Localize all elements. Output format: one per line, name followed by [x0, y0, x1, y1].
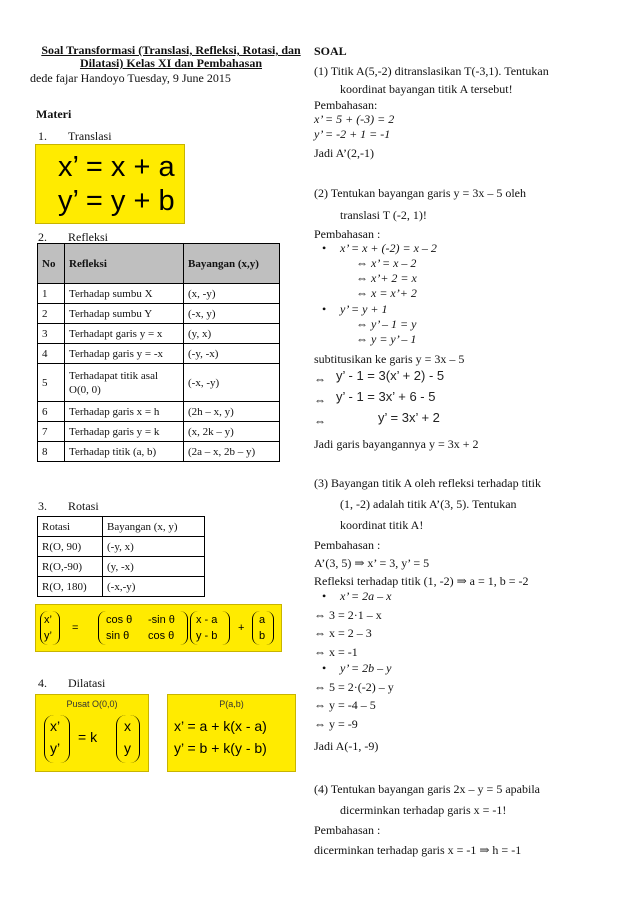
table-cell: Terhadap sumbu Y — [65, 304, 184, 324]
dilatasi-origin-title: Pusat O(0,0) — [66, 699, 118, 709]
q1-text: (1) Titik A(5,-2) ditranslasikan T(-3,1). Tentukan — [314, 64, 549, 78]
section-label: Dilatasi — [68, 676, 106, 690]
materi-heading: Materi — [36, 107, 72, 121]
q3-step: ⇔ y = -4 – 5 — [314, 698, 376, 712]
q2-equation: y’ - 1 = 3x’ + 6 - 5 — [336, 389, 436, 404]
table-row — [38, 304, 280, 324]
table-cell: 4 — [38, 344, 65, 364]
table-cell: (-x, y) — [184, 304, 280, 324]
bullet: • — [322, 589, 327, 603]
table-row — [38, 442, 280, 462]
translasi-formula-box — [35, 144, 185, 224]
matrix-cell: cos θ — [148, 630, 175, 642]
table-cell: (x, 2k – y) — [184, 422, 280, 442]
matrix-cell: x - a — [196, 614, 218, 626]
dilatasi-eq-x: x’ = a + k(x - a) — [174, 718, 267, 734]
q2-answer: Jadi garis bayangannya y = 3x + 2 — [314, 437, 479, 451]
rotasi-matrix-box — [35, 604, 282, 652]
equivalence-icon: ⇔ — [314, 393, 326, 407]
table-cell: 3 — [38, 324, 65, 344]
q3-step: y’ = 2b – y — [340, 661, 392, 675]
table-row — [38, 402, 280, 422]
dilatasi-lhs-x: x’ — [50, 718, 61, 734]
matrix-cell: -sin θ — [148, 614, 175, 626]
q3-step: ⇔ x = -1 — [314, 645, 358, 659]
q3-step: ⇔ y = -9 — [314, 717, 358, 731]
table-header: Rotasi — [38, 517, 103, 537]
table-cell: 7 — [38, 422, 65, 442]
soal-heading: SOAL — [314, 44, 347, 58]
matrix-cell: y - b — [196, 630, 218, 642]
table-cell: (-x,-y) — [103, 577, 205, 597]
table-cell: (-y, -x) — [184, 344, 280, 364]
table-header: No — [38, 244, 65, 284]
q3-text: (3) Bayangan titik A oleh refleksi terhadap titik — [314, 476, 541, 490]
q3-pembahasan: Pembahasan : — [314, 538, 381, 552]
table-row — [38, 577, 205, 597]
q2-pembahasan: Pembahasan : — [314, 227, 381, 241]
q3-step: ⇔ 3 = 2·1 – x — [314, 608, 382, 622]
rotasi-table — [37, 516, 205, 597]
table-row — [38, 422, 280, 442]
table-row — [38, 364, 280, 402]
q2-step: ⇔ y’ – 1 = y — [356, 317, 417, 331]
table-row — [38, 344, 280, 364]
table-cell: (2h – x, y) — [184, 402, 280, 422]
table-cell: Terhadapat titik asal O(0, 0) — [65, 364, 184, 402]
section-label: Rotasi — [68, 499, 99, 513]
section-number: 2. — [38, 230, 47, 244]
table-row — [38, 557, 205, 577]
q3-text: (1, -2) adalah titik A’(3, 5). Tentukan — [340, 497, 517, 511]
table-row — [38, 284, 280, 304]
translasi-eq-x: x’ = x + a — [58, 151, 175, 183]
q3-line: A’(3, 5) ⇒ x’ = 3, y’ = 5 — [314, 556, 430, 570]
dilatasi-origin-box — [35, 694, 149, 772]
table-header: Bayangan (x,y) — [184, 244, 280, 284]
dilatasi-rhs-y: y — [124, 740, 131, 756]
q3-step: x’ = 2a – x — [340, 589, 392, 603]
table-cell: 8 — [38, 442, 65, 462]
matrix-lhs-y: y’ — [44, 630, 52, 642]
section-dilatasi — [38, 676, 105, 690]
table-cell: Terhadap sumbu X — [65, 284, 184, 304]
section-label: Refleksi — [68, 230, 108, 244]
dilatasi-point-title: P(a,b) — [219, 699, 244, 709]
table-cell: (x, -y) — [184, 284, 280, 304]
q2-equation: y’ - 1 = 3(x’ + 2) - 5 — [336, 368, 445, 383]
section-number: 1. — [38, 129, 47, 143]
q2-step: ⇔ x’+ 2 = x — [356, 271, 417, 285]
dilatasi-lhs-y: y’ — [50, 740, 61, 756]
q3-answer: Jadi A(-1, -9) — [314, 739, 379, 753]
translasi-eq-y: y’ = y + b — [58, 185, 175, 217]
q2-equation: y’ = 3x’ + 2 — [378, 410, 440, 425]
dilatasi-eq-y: y’ = b + k(y - b) — [174, 740, 267, 756]
table-cell: (y, -x) — [103, 557, 205, 577]
matrix-eq: = — [72, 622, 79, 634]
table-header: Refleksi — [65, 244, 184, 284]
q2-substitute: subtitusikan ke garis y = 3x – 5 — [314, 352, 465, 366]
table-cell: 2 — [38, 304, 65, 324]
dilatasi-eq-k: = k — [78, 729, 98, 745]
bullet: • — [322, 241, 327, 255]
table-cell: (-x, -y) — [184, 364, 280, 402]
bullet: • — [322, 661, 327, 675]
q1-answer: Jadi A’(2,-1) — [314, 146, 374, 160]
q2-step: y’ = y + 1 — [340, 302, 388, 316]
table-cell: 5 — [38, 364, 65, 402]
q1-line: y’ = -2 + 1 = -1 — [314, 127, 391, 141]
dilatasi-point-box — [167, 694, 296, 772]
table-row — [38, 324, 280, 344]
q4-pembahasan: Pembahasan : — [314, 823, 381, 837]
q1-pembahasan: Pembahasan: — [314, 98, 378, 112]
q2-step: ⇔ x’ = x – 2 — [356, 256, 417, 270]
section-rotasi — [38, 499, 99, 513]
matrix-cell: sin θ — [106, 630, 130, 642]
page-title: Soal Transformasi (Translasi, Refleksi, Rotasi, dan Dilatasi) Kelas XI dan Pembahasan — [41, 43, 301, 70]
q1-line: x’ = 5 + (-3) = 2 — [314, 112, 395, 126]
table-cell: R(O, 180) — [38, 577, 103, 597]
section-translasi — [38, 129, 112, 143]
section-number: 3. — [38, 499, 47, 513]
q3-text: koordinat titik A! — [340, 518, 424, 532]
q4-text: dicerminkan terhadap garis x = -1! — [340, 803, 507, 817]
byline: dede fajar Handoyo Tuesday, 9 June 2015 — [30, 71, 231, 85]
q2-text: (2) Tentukan bayangan garis y = 3x – 5 oleh — [314, 186, 526, 200]
matrix-cell: b — [259, 630, 266, 642]
table-cell: 1 — [38, 284, 65, 304]
equivalence-icon: ⇔ — [314, 414, 326, 428]
table-cell: (y, x) — [184, 324, 280, 344]
matrix-plus: + — [238, 622, 245, 634]
table-cell: Terhadap garis y = -x — [65, 344, 184, 364]
table-cell: Terhadap garis x = h — [65, 402, 184, 422]
table-cell: R(O,-90) — [38, 557, 103, 577]
section-number: 4. — [38, 676, 47, 690]
refleksi-table — [37, 243, 280, 462]
equivalence-icon: ⇔ — [314, 372, 326, 386]
q2-step: ⇔ x = x’+ 2 — [356, 286, 417, 300]
matrix-cell: a — [259, 614, 266, 626]
dilatasi-rhs-x: x — [124, 718, 131, 734]
q2-step: ⇔ y = y’ – 1 — [356, 332, 417, 346]
table-row — [38, 537, 205, 557]
table-cell: Terhadap titik (a, b) — [65, 442, 184, 462]
matrix-cell: cos θ — [106, 614, 133, 626]
table-cell: R(O, 90) — [38, 537, 103, 557]
q4-line: dicerminkan terhadap garis x = -1 ⇒ h = -1 — [314, 843, 522, 857]
q3-line: Refleksi terhadap titik (1, -2) ⇒ a = 1, b = -2 — [314, 574, 529, 588]
q2-text: translasi T (-2, 1)! — [340, 208, 427, 222]
bullet: • — [322, 302, 327, 316]
q2-step: x’ = x + (-2) = x – 2 — [340, 241, 437, 255]
table-cell: Terhadap garis y = k — [65, 422, 184, 442]
q3-step: ⇔ x = 2 – 3 — [314, 626, 372, 640]
table-cell: 6 — [38, 402, 65, 422]
table-cell: (-y, x) — [103, 537, 205, 557]
table-header: Bayangan (x, y) — [103, 517, 205, 537]
section-label: Translasi — [68, 129, 112, 143]
q1-text: koordinat bayangan titik A tersebut! — [340, 82, 513, 96]
table-cell: (2a – x, 2b – y) — [184, 442, 280, 462]
q3-step: ⇔ 5 = 2·(-2) – y — [314, 680, 394, 694]
matrix-lhs-x: x’ — [44, 614, 52, 626]
table-cell: Terhadapt garis y = x — [65, 324, 184, 344]
q4-text: (4) Tentukan bayangan garis 2x – y = 5 apabila — [314, 782, 540, 796]
section-refleksi — [38, 230, 108, 244]
